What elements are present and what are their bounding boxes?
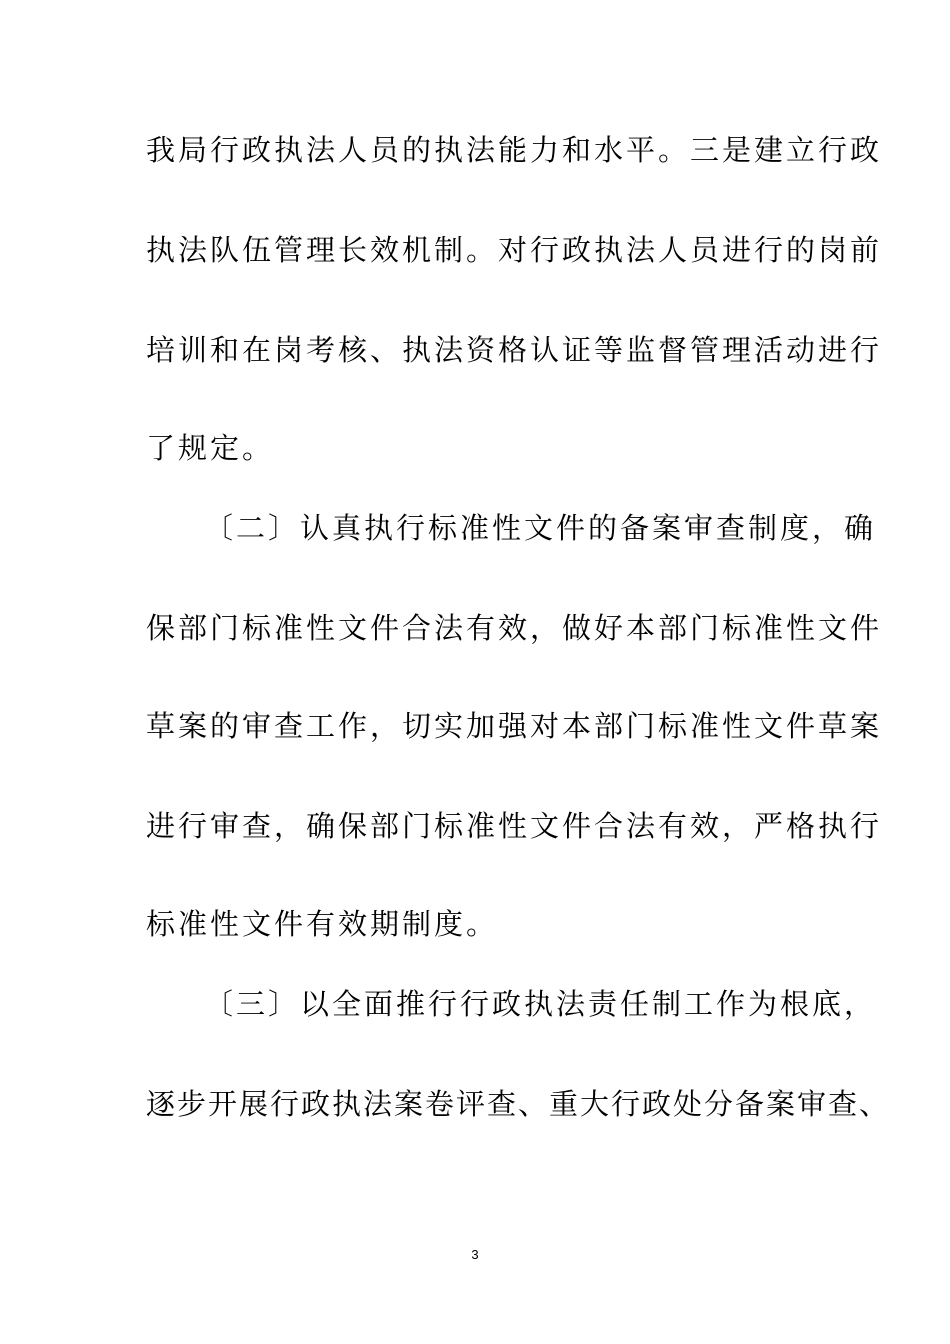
paragraph-line: 进行审查，确保部门标准性文件合法有效，严格执行 [146, 809, 883, 843]
paragraph-line: 培训和在岗考核、执法资格认证等监督管理活动进行 [146, 333, 883, 367]
paragraph-line: 执法队伍管理长效机制。对行政执法人员进行的岗前 [146, 233, 883, 267]
paragraph-line: 了规定。 [146, 431, 275, 465]
paragraph-line: 逐步开展行政执法案卷评查、重大行政处分备案审查、 [146, 1087, 891, 1121]
paragraph-line: 〔二〕认真执行标准性文件的备案审查制度，确 [204, 511, 877, 545]
page-number: 3 [471, 1247, 479, 1262]
paragraph-line: 保部门标准性文件合法有效，做好本部门标准性文件 [146, 611, 883, 645]
paragraph-line: 标准性文件有效期制度。 [146, 907, 499, 941]
paragraph-line: 草案的审查工作，切实加强对本部门标准性文件草案 [146, 709, 883, 743]
paragraph-line: 〔三〕以全面推行行政执法责任制工作为根底， [204, 987, 877, 1021]
paragraph-line: 我局行政执法人员的执法能力和水平。三是建立行政 [146, 133, 883, 167]
